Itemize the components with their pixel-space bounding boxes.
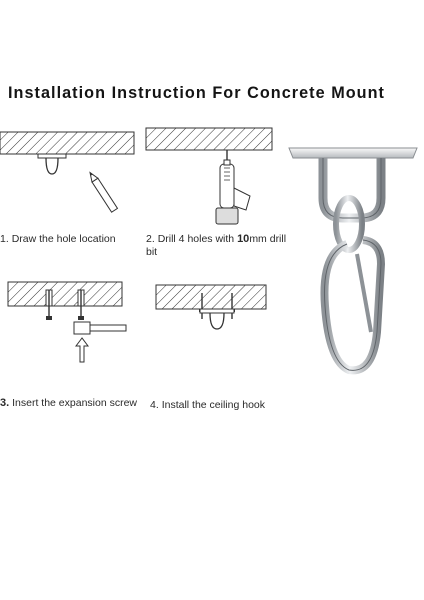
ceiling-hatch	[146, 128, 272, 150]
step-3-text: Insert the expansion screw	[12, 397, 138, 409]
drill-icon	[216, 160, 250, 224]
step-2-label	[146, 233, 286, 259]
step-4-number: 4.	[150, 399, 159, 411]
mount-base-plate	[289, 148, 417, 158]
mount-plate	[38, 154, 66, 158]
ceiling-hatch	[0, 132, 134, 154]
step-1-illustration	[0, 130, 140, 230]
step-3-label	[0, 397, 137, 410]
mount-plate	[200, 309, 234, 313]
step-3-number: 3.	[0, 397, 10, 409]
hook-ring	[210, 313, 224, 329]
step-2-text: Drill 4 holes with	[157, 233, 238, 245]
ceiling-hatch	[8, 282, 122, 306]
step-2-illustration	[146, 128, 276, 233]
shackle-ring	[336, 198, 362, 250]
carabiner-gate	[357, 254, 371, 332]
hook-ring	[46, 158, 58, 174]
step-2-size: 10	[237, 233, 250, 245]
ceiling-hook-product-image	[285, 136, 420, 386]
step-1-text: Draw the hole location	[11, 233, 116, 245]
step-2-text-line2: bit	[146, 246, 158, 258]
mount-bracket-edge	[323, 158, 381, 218]
up-arrow-icon	[76, 338, 88, 362]
step-4-label	[150, 399, 265, 412]
step-3-illustration	[8, 282, 128, 382]
step-4-illustration	[156, 285, 276, 355]
step-2-text-after: mm drill	[249, 233, 287, 245]
page-title: Installation Instruction For Concrete Mount	[8, 84, 385, 102]
step-4-text: Install the ceiling hook	[161, 399, 266, 411]
ceiling-hatch	[156, 285, 266, 309]
step-1-label	[0, 233, 116, 246]
step-1-number: 1.	[0, 233, 9, 245]
step-2-number: 2.	[146, 233, 155, 245]
hammer-icon	[74, 322, 126, 334]
pencil-icon	[87, 171, 117, 213]
mount-bracket	[323, 158, 381, 218]
